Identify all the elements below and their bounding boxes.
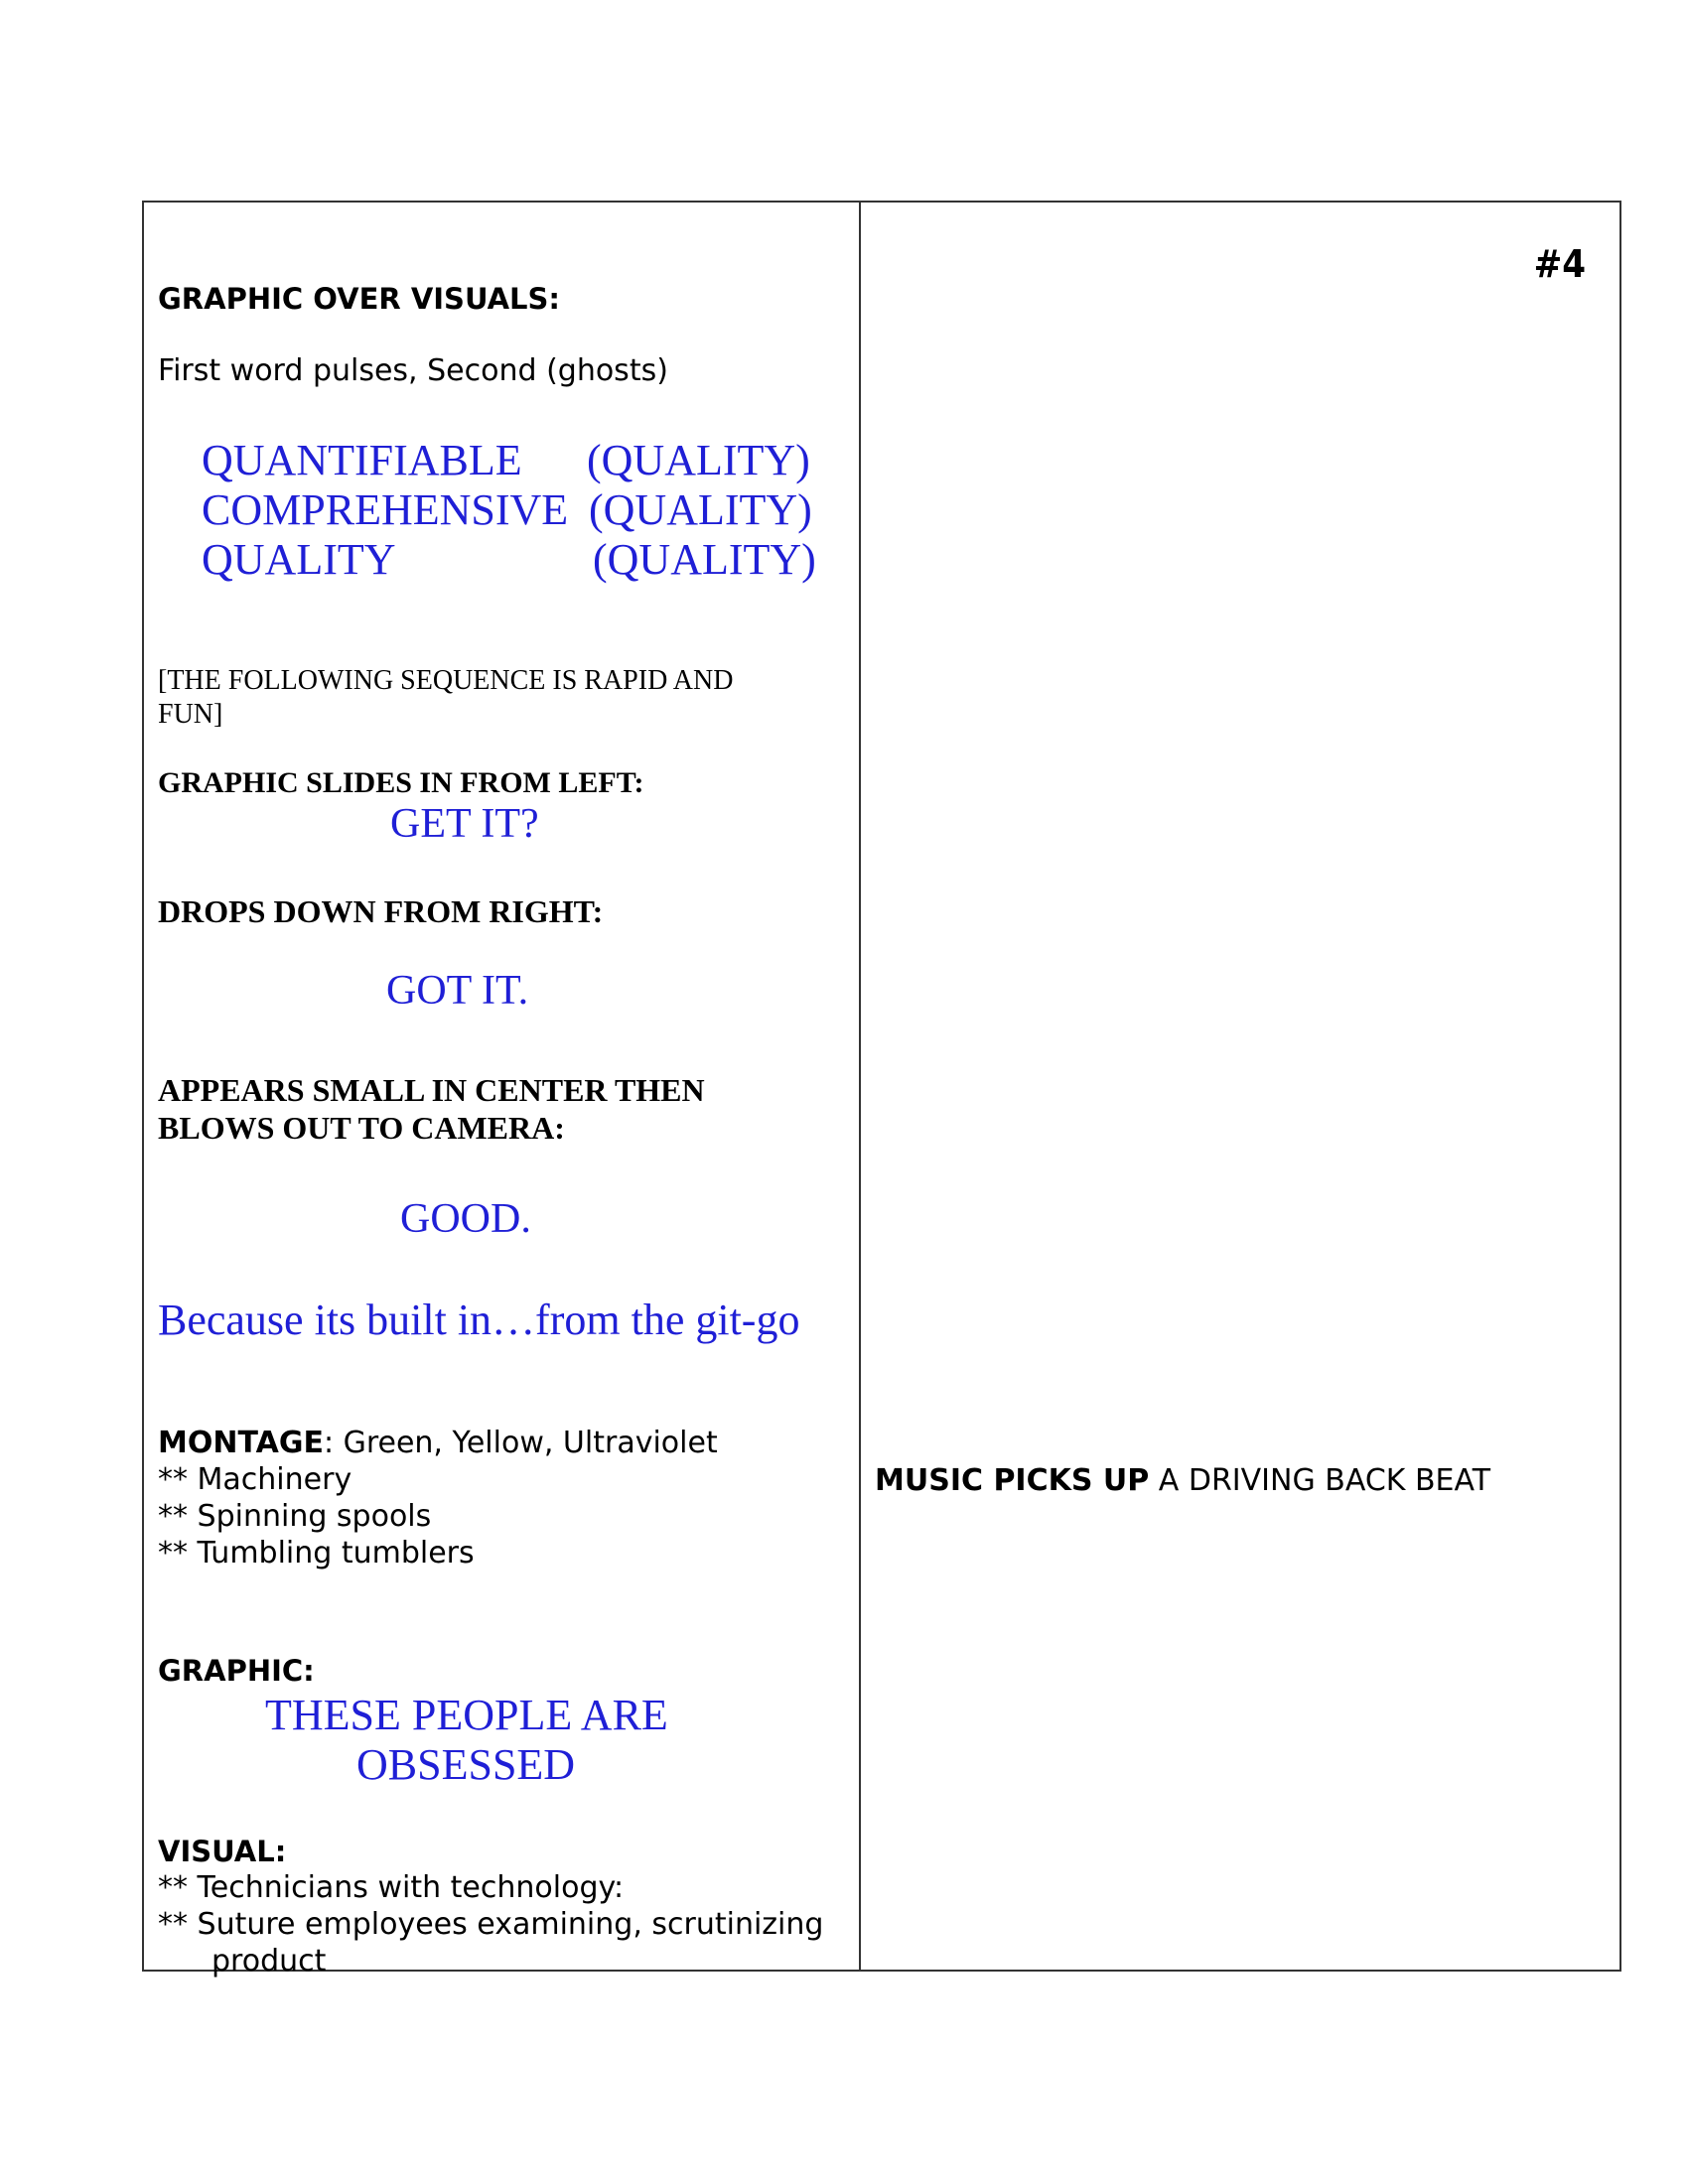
pulse-note: First word pulses, Second (ghosts): [158, 353, 668, 388]
visual-heading: VISUAL:: [158, 1835, 287, 1868]
appears-small-line-1: APPEARS SMALL IN CENTER THEN: [158, 1072, 705, 1108]
audio-column: [861, 203, 1621, 1970]
montage-label: MONTAGE: [158, 1426, 324, 1460]
obsessed-line-2: OBSESSED: [356, 1740, 576, 1789]
good-graphic: GOOD.: [400, 1196, 531, 1242]
quality-word-3: QUALITY: [202, 535, 396, 584]
graphic-heading: GRAPHIC:: [158, 1654, 315, 1688]
quality-word-1: QUANTIFIABLE: [202, 436, 522, 484]
quality-word-2: COMPREHENSIVE: [202, 485, 569, 534]
sequence-note-line-1: [THE FOLLOWING SEQUENCE IS RAPID AND: [158, 665, 734, 696]
drops-down-heading: DROPS DOWN FROM RIGHT:: [158, 893, 604, 929]
montage-line: [158, 1426, 718, 1460]
built-in-graphic: Because its built in…from the git-go: [158, 1296, 800, 1344]
get-it-graphic: GET IT?: [390, 801, 539, 847]
quality-ghost-2: (QUALITY): [589, 485, 812, 534]
music-cue: [875, 1463, 1490, 1498]
slides-in-heading: GRAPHIC SLIDES IN FROM LEFT:: [158, 766, 644, 799]
music-cue-rest: A DRIVING BACK BEAT: [1149, 1463, 1491, 1498]
music-cue-bold: MUSIC PICKS UP: [875, 1463, 1150, 1498]
visual-item-continuation: product: [211, 1944, 327, 1979]
video-column: [144, 203, 859, 1979]
script-table: [142, 201, 1621, 1979]
visual-item: ** Suture employees examining, scrutinizing: [158, 1907, 824, 1942]
page-number: #4: [1533, 242, 1586, 286]
sequence-note-line-2: FUN]: [158, 699, 223, 730]
obsessed-line-1: THESE PEOPLE ARE: [265, 1691, 668, 1739]
montage-item: ** Tumbling tumblers: [158, 1536, 475, 1570]
quality-ghost-3: (QUALITY): [593, 535, 816, 584]
appears-small-line-2: BLOWS OUT TO CAMERA:: [158, 1110, 565, 1146]
montage-colors: : Green, Yellow, Ultraviolet: [323, 1426, 718, 1460]
montage-item: ** Machinery: [158, 1462, 352, 1497]
got-it-graphic: GOT IT.: [386, 968, 529, 1014]
quality-ghost-1: (QUALITY): [587, 436, 810, 484]
montage-item: ** Spinning spools: [158, 1499, 432, 1534]
visual-item: ** Technicians with technology:: [158, 1870, 625, 1905]
graphic-over-visuals-heading: GRAPHIC OVER VISUALS:: [158, 282, 561, 316]
